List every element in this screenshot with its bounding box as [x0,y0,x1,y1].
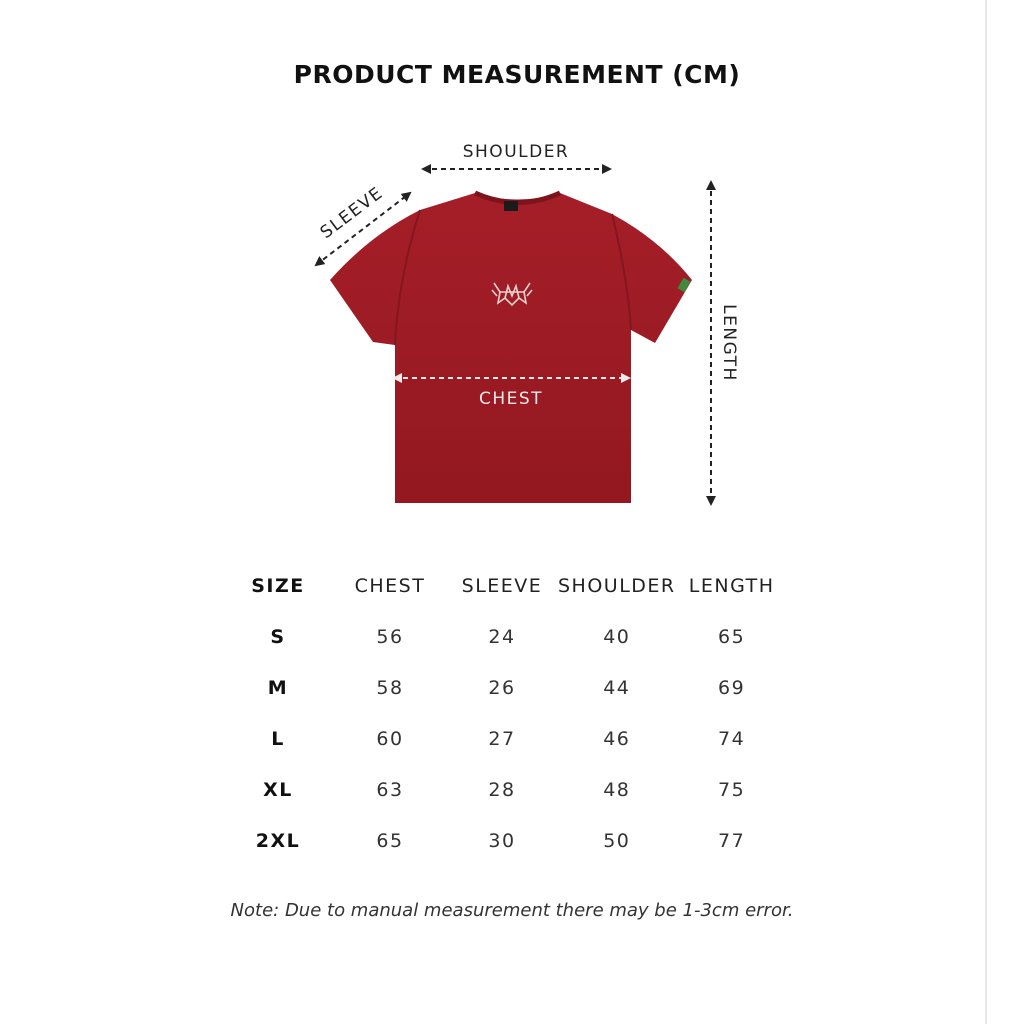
table-row [222,713,788,764]
header-sleeve: SLEEVE [461,574,543,597]
chest-label: CHEST [478,389,544,409]
size-cell: XL [263,778,293,801]
header-chest: CHEST [354,574,426,597]
chest-value: 60 [376,727,404,750]
measurement-note: Note: Due to manual measurement there may be 1-3cm error. [230,900,794,921]
shoulder-value: 48 [603,778,631,801]
table-row [222,611,788,662]
sleeve-label: SLEEVE [316,183,388,243]
size-cell: L [271,727,285,750]
size-cell: S [270,625,286,648]
length-value: 74 [718,727,746,750]
length-value: 69 [718,676,746,699]
shoulder-value: 46 [603,727,631,750]
table-header-row [222,560,788,611]
table-row [222,662,788,713]
shoulder-value: 44 [603,676,631,699]
size-cell: M [267,676,289,699]
length-value: 77 [718,829,746,852]
chest-value: 63 [376,778,404,801]
sleeve-value: 26 [488,676,516,699]
size-cell: 2XL [255,829,301,852]
shoulder-value: 40 [603,625,631,648]
length-label: LENGTH [719,304,739,382]
sleeve-value: 24 [488,625,516,648]
shoulder-value: 50 [603,829,631,852]
chest-value: 56 [376,625,404,648]
table-row [222,815,788,866]
shoulder-label: SHOULDER [462,142,570,162]
sleeve-value: 30 [488,829,516,852]
size-chart-table [222,560,788,866]
sleeve-value: 27 [488,727,516,750]
table-row [222,764,788,815]
tshirt-body [330,193,692,503]
header-shoulder: SHOULDER [558,574,676,597]
length-value: 75 [718,778,746,801]
page-title: PRODUCT MEASUREMENT (CM) [293,60,741,89]
sleeve-value: 28 [488,778,516,801]
neck-label-tag [504,201,518,211]
chest-value: 58 [376,676,404,699]
length-value: 65 [718,625,746,648]
chest-value: 65 [376,829,404,852]
header-length: LENGTH [688,574,775,597]
header-size: SIZE [251,574,305,597]
